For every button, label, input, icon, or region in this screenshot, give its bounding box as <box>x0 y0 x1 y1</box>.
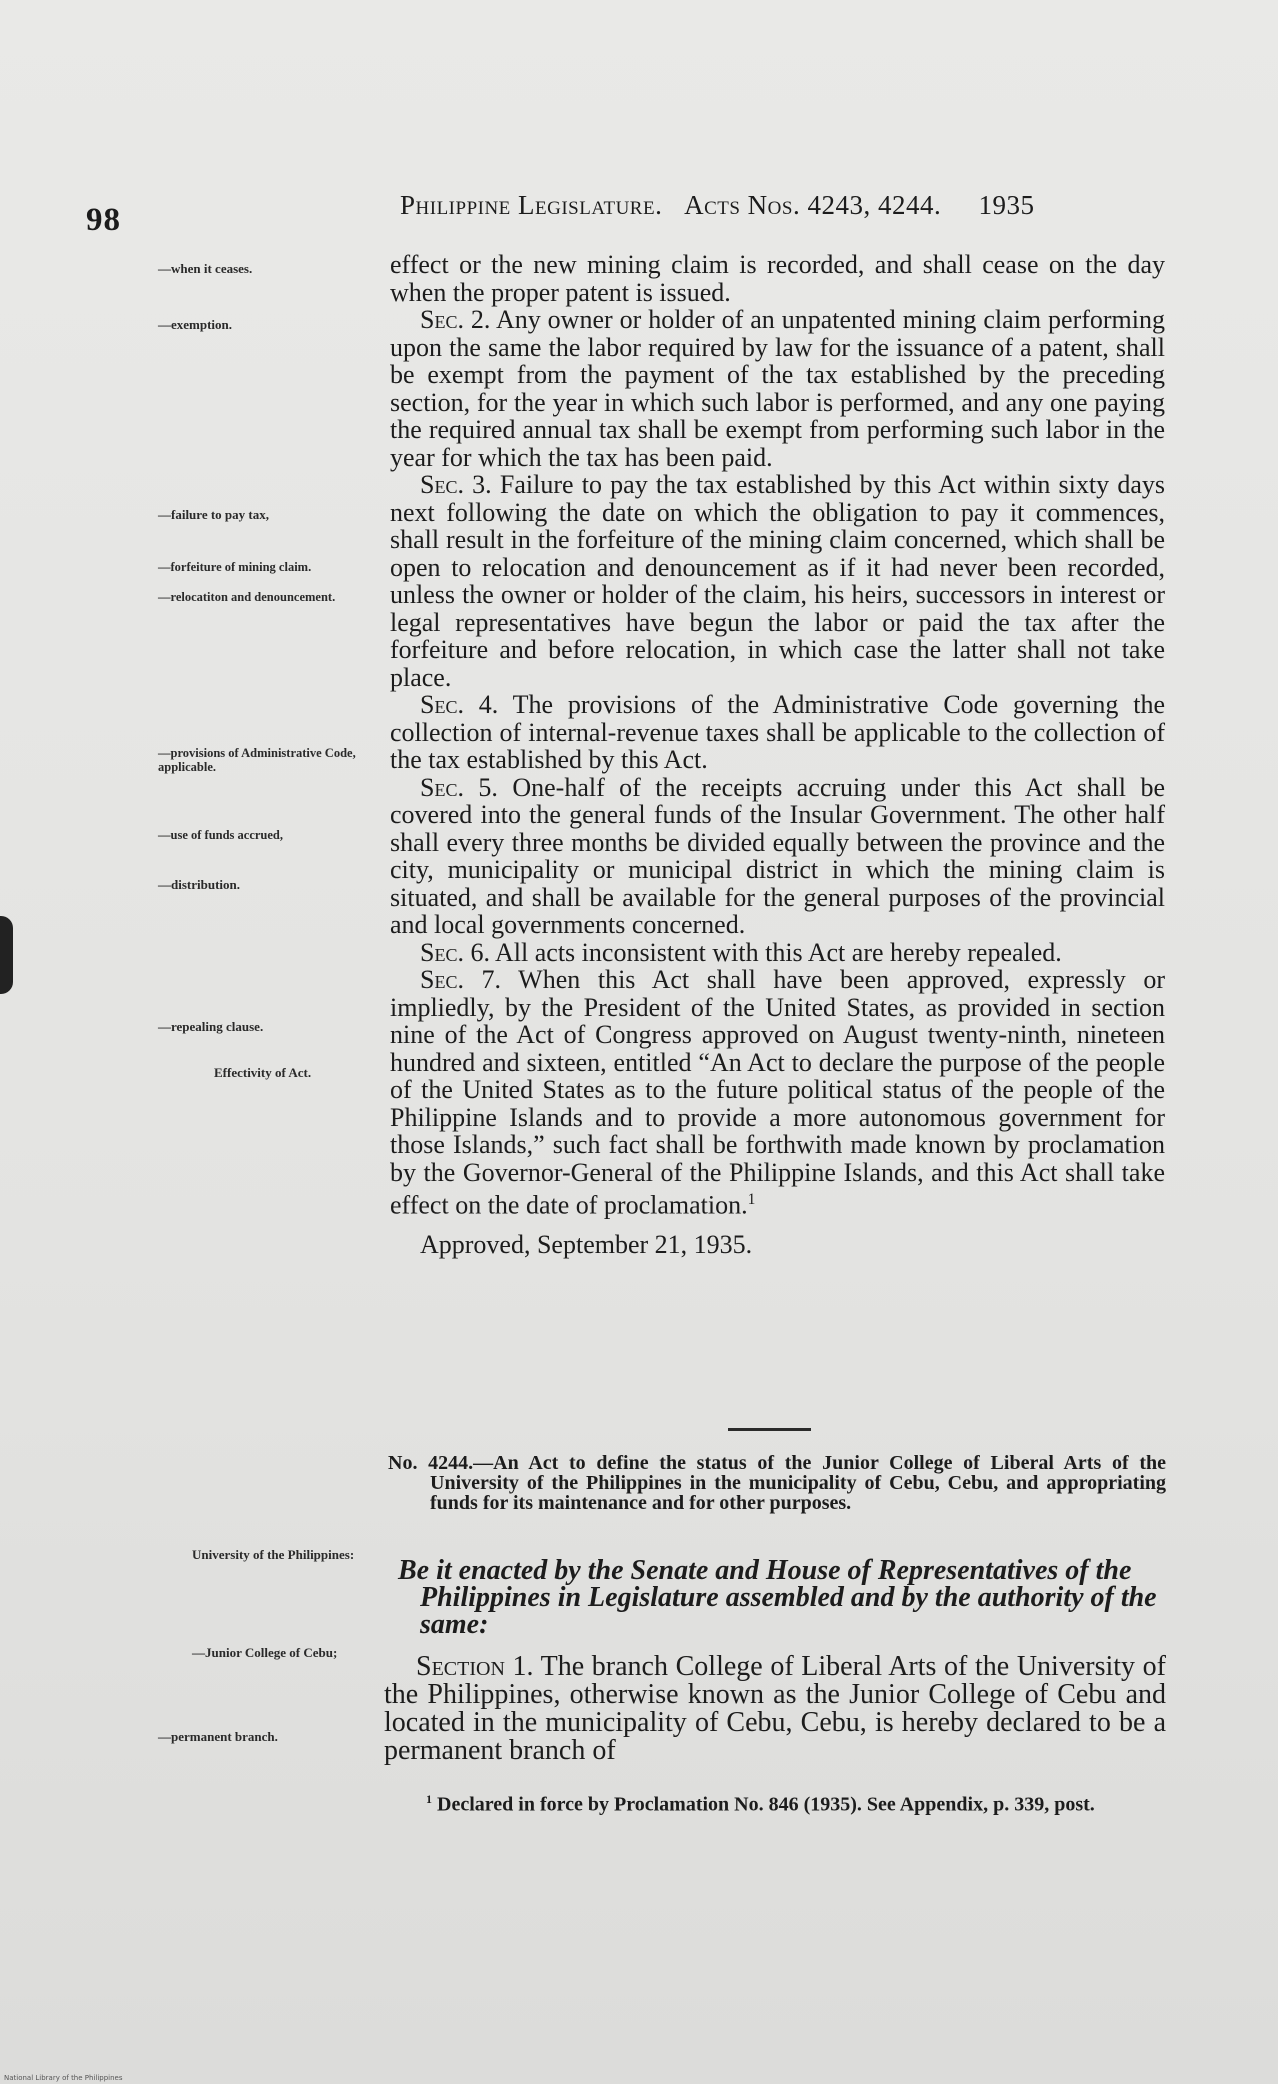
section-text: All acts inconsistent with this Act are hereby repealed. <box>489 937 1062 967</box>
section-label: Sec. 6. <box>420 937 490 967</box>
section-label: Sec. 2. <box>420 305 491 334</box>
section-label: Sec. 5. <box>420 772 498 802</box>
footnote <box>362 1789 1162 1816</box>
section-1-paragraph <box>384 1653 1166 1765</box>
enacting-clause-text: Be it enacted by the Senate and House of Representatives of the Philippines in Legislature assembled and by the authority of the same: <box>398 1555 1157 1640</box>
margin-note-relocation: —relocatiton and denouncement. <box>158 590 336 604</box>
running-head-title: Philippine Legislature. <box>400 190 663 220</box>
running-head-acts: Acts Nos. 4243, 4244. <box>684 190 942 220</box>
running-head-year: 1935 <box>978 190 1035 220</box>
footnote-text: Declared in force by Proclamation No. 846 (1935). See Appendix, p. 339, post. <box>432 1793 1095 1816</box>
margin-note-effectivity: Effectivity of Act. <box>214 1065 312 1080</box>
section-4 <box>390 691 1165 774</box>
section-label: Sec. 4. <box>420 690 499 719</box>
act-4244-section-1 <box>384 1653 1166 1765</box>
approval-line: Approved, September 21, 1935. <box>420 1230 753 1260</box>
enacting-clause <box>388 1557 1166 1638</box>
archive-tag: National Library of the Philippines <box>4 2074 123 2082</box>
section-text: One-half of the receipts accruing under this Act shall be covered into the general funds of the Insular Government. The other half shall every three months be divided equally between the province and the city, municipality or municipal district in which the mining claim is situated, and shall be available for the general purposes of the provincial and local governments concerned. <box>390 772 1165 939</box>
section-label: Sec. 3. <box>420 470 492 499</box>
margin-note-exemption: —exemption. <box>158 317 233 332</box>
margin-note-university: University of the Philippines: <box>192 1547 355 1562</box>
continuation-paragraph: effect or the new mining claim is recorded, and shall cease on the day when the proper patent is issued. <box>390 250 1165 307</box>
section-text: The branch College of Liberal Arts of the University of the Philippines, otherwise known as the Junior College of Cebu and located in the municipality of Cebu, Cebu, is hereby declared to be a permanent branch of <box>384 1651 1166 1766</box>
section-3 <box>390 471 1165 691</box>
section-2 <box>390 306 1165 471</box>
margin-note-when-it-ceases: —when it ceases. <box>158 261 253 276</box>
section-5 <box>390 774 1165 939</box>
margin-note-permanent-branch: —permanent branch. <box>158 1729 278 1744</box>
margin-note-repealing: —repealing clause. <box>158 1019 264 1034</box>
section-divider <box>728 1428 811 1431</box>
scan-artifact <box>0 916 13 994</box>
margin-note-distribution: —distribution. <box>158 877 240 892</box>
section-6 <box>390 939 1165 967</box>
section-text: Failure to pay the tax established by this Act within sixty days next following the date on which the obligation to pay it commences, shall result in the forfeiture of the mining claim concerned, which shall be open to relocation and denouncement as if it had never been recorded, unless the owner or holder of the claim, his heirs, successors in interest or legal representatives have begun the labor or paid the tax after the forfeiture and before relocation, in which case the latter shall not take place. <box>390 470 1165 692</box>
act-4244-summary <box>388 1453 1166 1513</box>
margin-note-use-of-funds: —use of funds accrued, <box>158 828 284 842</box>
section-text: When this Act shall have been approved, expressly or impliedly, by the President of the United States, as provided in section nine of the Act of Congress approved on August twenty-ninth, nineteen hundred and sixteen, entitled “An Act to declare the purpose of the people of the United States as to the future political status of the people of the Philippine Islands and to provide a more autonomous government for those Islands,” such fact shall be forthwith made known by proclamation by the Governor-General of the Philippine Islands, and this Act shall take effect on the date of proclamation. <box>390 965 1165 1220</box>
section-label: Section 1. <box>416 1651 534 1682</box>
main-text-column <box>390 251 1165 1259</box>
footnote-mark: 1 <box>426 1792 432 1806</box>
act-summary-text: No. 4244.—An Act to define the status of the Junior College of Liberal Arts of the University of the Philippines in the municipality of Cebu, Cebu, and appropriating funds for its maintenance and for other purposes. <box>388 1452 1166 1514</box>
section-text: The provisions of the Administrative Code governing the collection of internal-revenue taxes shall be applicable to the collection of the tax established by this Act. <box>390 690 1165 774</box>
footnote-text-block <box>362 1789 1162 1816</box>
running-head <box>400 190 1160 221</box>
section-label: Sec. 7. <box>420 965 502 994</box>
page-number: 98 <box>86 202 121 238</box>
margin-note-junior-college: —Junior College of Cebu; <box>192 1645 338 1660</box>
margin-note-provisions: —provisions of Administrative Code, applicable. <box>158 746 356 774</box>
footnote-reference: 1 <box>747 1191 756 1208</box>
margin-note-forfeiture: —forfeiture of mining claim. <box>158 560 312 574</box>
section-text: Any owner or holder of an unpatented mining claim performing upon the same the labor required by law for the issuance of a patent, shall be exempt from the payment of the tax established by the preceding section, for the year in which such labor is performed, and any one paying the required annual tax shall be exempt from performing such labor in the year for which the tax has been paid. <box>390 305 1165 472</box>
section-7 <box>390 966 1165 1219</box>
margin-note-failure-to-pay: —failure to pay tax, <box>158 507 269 522</box>
